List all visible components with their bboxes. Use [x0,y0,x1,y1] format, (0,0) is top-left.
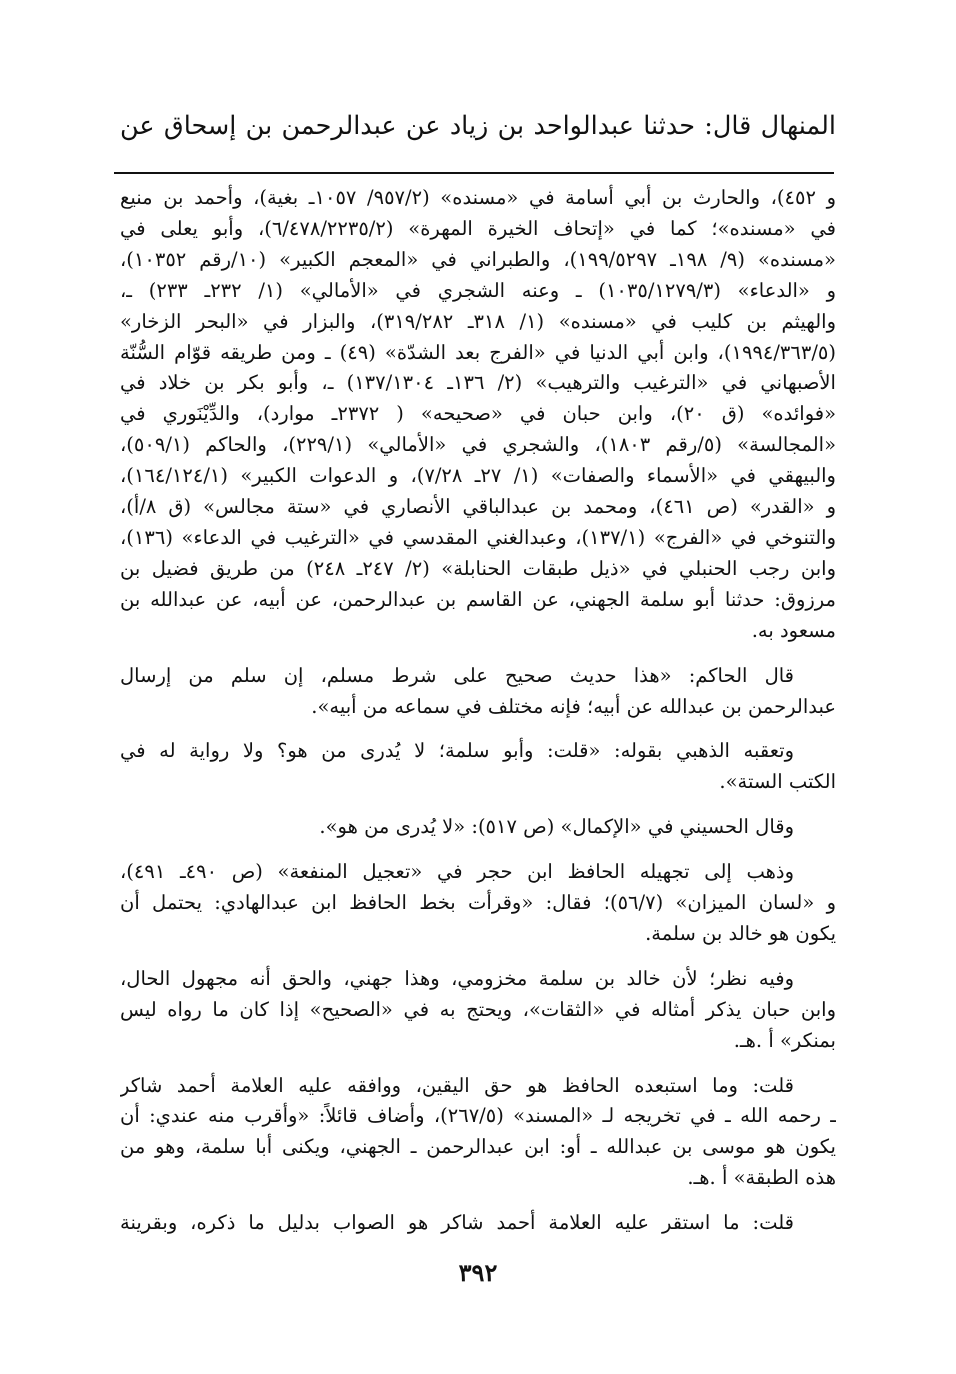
paragraph-line: ـ رحمه الله ـ في تخريجه لـ «المسند» (٢٦٧/٥)، وأضاف قائلاً: «وأقرب منه عندي: أن [120,1104,836,1128]
page-number: ٣٩٢ [458,1258,498,1287]
paragraph-conclusion [120,1208,836,1239]
paragraph-line: بمنكر» أ .هـ. [733,1028,836,1052]
paragraph-line: الكتب الستة». [719,770,836,794]
footnote-references [120,183,836,647]
paragraph-line: و «لسان الميزان» (٥٦/٧)؛ فقال: «وقرأت بخط الحافظ ابن عبدالهادي: يحتمل أن [120,891,836,915]
paragraph-line: وقال الحسيني في «الإكمال» (ص ٥١٧): «لا يُدرى من هو». [319,815,794,839]
footnote-line: والبيهقي في «الأسماء والصفات» (١/ ٢٧ـ ٧/٢٨)، و الدعوات الكبير» (١٦٤/١٢٤/١)، [120,464,836,488]
paragraph-shakir [120,1071,836,1195]
footnote-section [120,183,836,1239]
footnote-line: و «القدر» (ص ٤٦١)، ومحمد بن عبدالباقي الأنصاري في «ستة مجالس» (ق ٨/أ)، [120,495,836,519]
paragraph-line: يكون هو خالد بن سلمة. [645,921,836,945]
footnote-line: مرزوق: حدثنا أبو سلمة الجهني، عن القاسم بن عبدالرحمن، عن أبيه، عن عبدالله بن [120,587,836,611]
footnote-line: الأصبهاني في «الترغيب والترهيب» (٢/ ١٣٦ـ ١٣٧/١٣٠٤) ـ، وأبو بكر بن خلاد في [120,371,836,395]
footnote-line: «المجالسة» (٥/رقم ١٨٠٣)، والشجري في «الأمالي» (٢٢٩/١)، والحاكم (٥٠٩/١)، [120,433,836,457]
paragraph-line: قلت: ما استقر عليه العلامة أحمد شاكر هو الصواب بدليل ما ذكره، وبقرينة [120,1211,794,1235]
footnote-line: (١٩٩٤/٣٦٣/٥)، وابن أبي الدنيا في «الفرج بعد الشدّة» (٤٩) ـ ومن طريقه قوّام السُّنّة [120,340,836,364]
paragraph-husayni [120,812,836,843]
footnote-line: و «الدعاء» (١٠٣٥/١٢٧٩/٣) ـ وعنه الشجري في «الأمالي» (١/ ٢٣٢ـ ٢٣٣) ـ، [120,278,836,302]
paragraph-hakim [120,661,836,723]
footnote-line: «مسنده» (٩/ ١٩٨ـ ١٩٩/٥٢٩٧)، والطبراني في «المعجم الكبير» (١٠/رقم ١٠٣٥٢)، [120,247,836,271]
paragraph-line: هذه الطبقة» أ .هـ. [687,1166,836,1190]
paragraph-line: وذهب إلى تجهيله الحافظ ابن حجر في «تعجيل المنفعة» (ص ٤٩٠ـ ٤٩١)، [120,860,794,884]
paragraph-line: وفيه نظر؛ لأن خالد بن سلمة مخزومي، وهذا جهني، والحق أنه مجهول الحال، [120,966,794,990]
paragraph-line: يكون هو موسى بن عبدالله ـ أو: ابن عبدالرحمن ـ الجهني، ويكنى أبا سلمة، وهو من [120,1135,836,1159]
footnote-line: والتنوخي في «الفرج» (١٣٧/١)، وعبدالغني المقدسي في «الترغيب في الدعاء» (١٣٦)، [120,525,836,549]
paragraph-ibn-hajar [120,857,836,950]
paragraph-objection [120,964,836,1057]
footnote-line: «فوائده» (ق ٢٠)، وابن حبان في «صحيحه» ( ٢٣٧٢ـ موارد)، والدِّيْنَوري في [120,402,836,426]
footnote-line: مسعود به. [751,618,836,642]
paragraph-line: عبدالرحمن بن عبدالله عن أبيه؛ فإنه مختلف في سماعه من أبيه». [311,694,836,718]
footnote-separator [114,172,834,174]
paragraph-line: وابن حبان يذكر أمثاله في «الثقات»، ويحتج به في «الصحيح» إذا كان ما رواه ليس [120,997,836,1021]
paragraph-dhahabi [120,736,836,798]
paragraph-line: قلت: وما استبعده الحافظ هو حق اليقين، ووافقه عليه العلامة أحمد شاكر [120,1073,794,1097]
paragraph-line: قال الحاكم: «هذا حديث صحيح على شرط مسلم، إن سلم من إرسال [120,663,794,687]
paragraph-line: وتعقبه الذهبي بقوله: «قلت: وأبو سلمة؛ لا يُدرى من هو؟ ولا رواية له في [120,739,794,763]
footnote-line: والهيثم بن كليب في «مسنده» (١/ ٣١٨ـ ٣١٩/٢٨٢)، والبزار في «البحر الزخار» [120,309,836,333]
footnote-line: وابن رجب الحنبلي في «ذيل طبقات الحنابلة» (٢/ ٢٤٧ـ ٢٤٨) من طريق فضيل بن [120,556,836,580]
footnote-line: في «مسنده»؛ كما في «إتحاف الخيرة المهرة» (٦/٤٧٨/٢٢٣٥/٢)، وأبو يعلى في [120,216,836,240]
main-text-line: المنهال قال: حدثنا عبدالواحد بن زياد عن عبدالرحمن بن إسحاق عن [120,111,836,141]
footnote-line: و ٤٥٢)، والحارث بن أبي أسامة في «مسنده» (٩٥٧/٢/ ١٠٥٧ـ بغية)، وأحمد بن منيع [120,186,836,209]
